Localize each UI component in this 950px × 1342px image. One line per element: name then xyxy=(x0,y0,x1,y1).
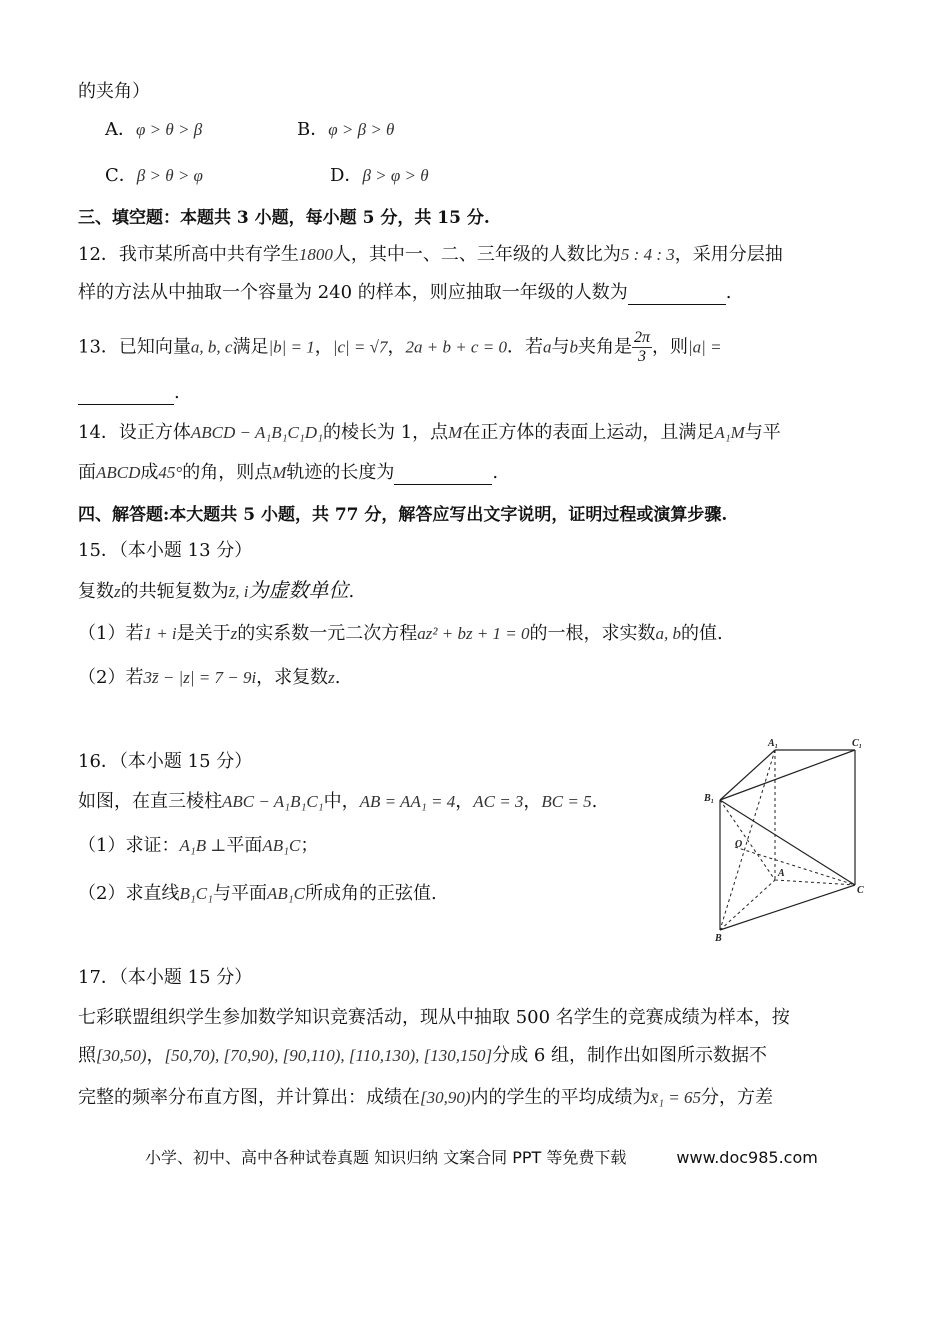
q17-text: 分，方差 xyxy=(700,1087,773,1108)
q16-text: 与平面 xyxy=(213,883,267,904)
question-16-part-2 xyxy=(78,882,437,906)
q15-text: 的共轭复数为 xyxy=(120,581,229,602)
question-14-line-2 xyxy=(78,461,498,485)
q17-text: 照 xyxy=(78,1045,96,1066)
q14-text: 的棱长为 1，点 xyxy=(322,422,449,443)
question-17-heading: 17．（本小题 15 分） xyxy=(78,967,253,988)
var-z: z xyxy=(114,582,121,601)
label-c: C xyxy=(857,885,864,896)
q14-text: 设正方体 xyxy=(118,422,191,443)
q12-end: . xyxy=(725,282,732,303)
option-d xyxy=(330,164,429,188)
q16-text: 所成角的正弦值. xyxy=(305,883,437,904)
q17-text: 内的学生的平均成绩为 xyxy=(470,1087,651,1108)
q15-text: 的实系数一元二次方程 xyxy=(237,623,418,644)
imaginary-unit-note: 为虚数单位 xyxy=(248,578,349,602)
q13-text: 满足 xyxy=(232,336,269,358)
q16-text: ， xyxy=(455,791,474,812)
option-b xyxy=(297,118,394,142)
q12-text: 样的方法从中抽取一个容量为 240 的样本，则应抽取一年级的人数为 xyxy=(78,282,628,303)
label-a: A xyxy=(778,868,785,879)
question-16-heading: 16．（本小题 15 分） xyxy=(78,751,253,772)
page-footer xyxy=(145,1145,818,1168)
q17-text: 完整的频率分布直方图，并计算出：成绩在 xyxy=(78,1087,420,1108)
condition-b: |b| = 1 xyxy=(268,337,315,357)
label-b1: B₁ xyxy=(704,793,715,804)
question-16-part-1 xyxy=(78,834,318,858)
var-z: z xyxy=(328,668,335,687)
plane-abcd: ABCD xyxy=(96,463,141,482)
q17-text: 分成 6 组，制作出如图所示数据不 xyxy=(492,1045,768,1066)
q13-text: 夹角是 xyxy=(577,336,632,358)
complex-equation: 3z̄ − |z| = 7 − 9i xyxy=(143,668,257,687)
question-14-line-1 xyxy=(78,421,781,445)
question-12-line-2 xyxy=(78,281,732,305)
vector-b: b xyxy=(569,337,578,357)
option-expr: β > θ > φ xyxy=(136,166,203,185)
q13-text: ．若 xyxy=(506,336,543,358)
interval-list: [50,70), [70,90), [90,110), [110,130), [130,150] xyxy=(164,1046,493,1065)
grade-ratio: 5 : 4 : 3 xyxy=(620,245,675,264)
prism-figure xyxy=(700,735,880,950)
q12-text: 我市某所高中共有学生 xyxy=(118,244,299,265)
q15-text: . xyxy=(334,667,341,688)
question-16-intro xyxy=(78,790,597,814)
q16-text: 平面 xyxy=(226,835,263,856)
footer-url[interactable]: www.doc985.com xyxy=(676,1148,818,1167)
plane-ab1c: AB₁C xyxy=(262,836,301,855)
perpendicular-expr: A₁B ⊥ xyxy=(179,836,227,855)
question-17-line-1: 七彩联盟组织学生参加数学知识竞赛活动，现从中抽取 500 名学生的竞赛成绩为样本，按 xyxy=(78,1007,790,1028)
angle-fraction xyxy=(632,329,652,366)
answer-blank[interactable] xyxy=(628,286,726,305)
condition-ac: AC = 3 xyxy=(473,792,524,811)
vars-ab: a, b xyxy=(655,624,682,643)
section-heading-solutions: 四、解答题:本大题共 5 小题，共 77 分，解答应写出文字说明，证明过程或演算步骤. xyxy=(78,505,728,525)
q15-text: （1）若 xyxy=(78,623,144,644)
q15-text: 是关于 xyxy=(176,623,231,644)
angle-45: 45° xyxy=(158,463,183,482)
option-expr: φ > β > θ xyxy=(328,120,395,139)
continuation-text: 的夹角） xyxy=(78,81,150,102)
q14-text: 轨迹的长度为 xyxy=(286,462,395,483)
label-c1: C₁ xyxy=(852,738,863,749)
mean-expr: x̄₁ = 65 xyxy=(650,1088,701,1107)
question-15-intro xyxy=(78,578,354,604)
option-expr: φ > θ > β xyxy=(136,120,203,139)
q14-end: . xyxy=(492,462,499,483)
option-a xyxy=(105,118,202,142)
q15-text: . xyxy=(348,581,355,602)
option-c xyxy=(105,164,203,188)
root-expr: 1 + i xyxy=(143,624,177,643)
q13-text: 已知向量 xyxy=(118,336,191,358)
label-o: O xyxy=(735,839,743,850)
q16-text: （2）求直线 xyxy=(78,883,180,904)
condition-sum: 2a + b + c = 0 xyxy=(405,337,507,357)
q14-text: 在正方体的表面上运动，且满足 xyxy=(462,422,715,443)
vectors: a, b, c xyxy=(190,337,233,357)
student-count: 1800 xyxy=(298,245,333,264)
q15-text: 的一根，求实数 xyxy=(529,623,656,644)
condition-bc: BC = 5 xyxy=(541,792,592,811)
option-letter: C． xyxy=(105,165,137,186)
question-number: 13． xyxy=(78,336,119,358)
condition-c: |c| = √7 xyxy=(332,337,388,357)
q14-text: 的角，则点 xyxy=(182,462,273,483)
option-letter: D． xyxy=(330,165,363,186)
vector-a: a xyxy=(542,337,552,357)
question-17-line-2 xyxy=(78,1044,767,1068)
separator: ， xyxy=(314,336,333,358)
section-heading-fill-in: 三、填空题：本题共 3 小题，每小题 5 分，共 15 分. xyxy=(78,208,490,228)
var-z: z xyxy=(230,624,238,643)
answer-blank[interactable] xyxy=(394,466,492,485)
q12-text: ，采用分层抽 xyxy=(674,244,783,265)
q16-text: ； xyxy=(300,835,319,856)
q14-text: 面 xyxy=(78,462,96,483)
line-b1c1: B₁C₁ xyxy=(179,884,213,903)
plane-ab1c: AB₁C xyxy=(267,884,306,903)
option-expr: β > φ > θ xyxy=(362,166,429,185)
question-number: 12． xyxy=(78,244,119,265)
interval-30-90: [30,90) xyxy=(420,1088,471,1107)
question-number: 14． xyxy=(78,422,119,443)
q15-text: （2）若 xyxy=(78,667,144,688)
q12-text: 人，其中一、二、三年级的人数比为 xyxy=(332,244,621,265)
option-letter: A． xyxy=(105,119,136,140)
answer-blank[interactable] xyxy=(78,386,174,405)
q13-text: ，则 xyxy=(651,336,688,358)
answer-expr: |a| = xyxy=(687,337,722,357)
q16-text: 中， xyxy=(323,791,360,812)
q14-text: 成 xyxy=(140,462,159,483)
q17-text: ， xyxy=(146,1045,165,1066)
q13-text: 与 xyxy=(551,336,570,358)
label-a1: A₁ xyxy=(768,738,779,749)
q16-text: ， xyxy=(523,791,542,812)
question-13-line-1 xyxy=(78,329,722,366)
separator: ， xyxy=(387,336,406,358)
question-13-line-2 xyxy=(78,381,180,405)
question-15-part-2 xyxy=(78,666,341,690)
fraction-denominator: 3 xyxy=(637,348,646,365)
q14-text: 与平 xyxy=(744,422,781,443)
cube-name: ABCD − A₁B₁C₁D₁ xyxy=(190,423,323,442)
q13-end: . xyxy=(174,382,180,403)
question-12-line-1 xyxy=(78,243,783,267)
q15-text: 复数 xyxy=(78,581,114,602)
q16-text: （1）求证： xyxy=(78,835,180,856)
segment-a1m: A₁M xyxy=(714,423,745,442)
question-15-part-1 xyxy=(78,622,723,646)
option-letter: B． xyxy=(297,119,329,140)
quadratic-equation: az² + bz + 1 = 0 xyxy=(417,624,530,643)
point-m: M xyxy=(448,423,463,442)
q15-text: 的值. xyxy=(681,623,723,644)
point-m: M xyxy=(272,463,287,482)
condition-ab: AB = AA₁ = 4 xyxy=(359,792,456,811)
q16-text: 如图，在直三棱柱 xyxy=(78,791,222,812)
question-17-line-3 xyxy=(78,1086,773,1110)
question-15-heading: 15．（本小题 13 分） xyxy=(78,540,253,561)
q15-text: ，求复数 xyxy=(256,667,329,688)
prism-name: ABC − A₁B₁C₁ xyxy=(222,792,324,811)
fraction-numerator: 2π xyxy=(633,329,650,346)
label-b: B xyxy=(715,933,722,944)
q16-text: . xyxy=(591,791,598,812)
footer-text: 小学、初中、高中各种试卷真题 知识归纳 文案合同 PPT 等免费下载 xyxy=(145,1148,627,1167)
interval-30-50: [30,50) xyxy=(96,1046,147,1065)
conjugate-z: z̄, i xyxy=(228,582,249,601)
